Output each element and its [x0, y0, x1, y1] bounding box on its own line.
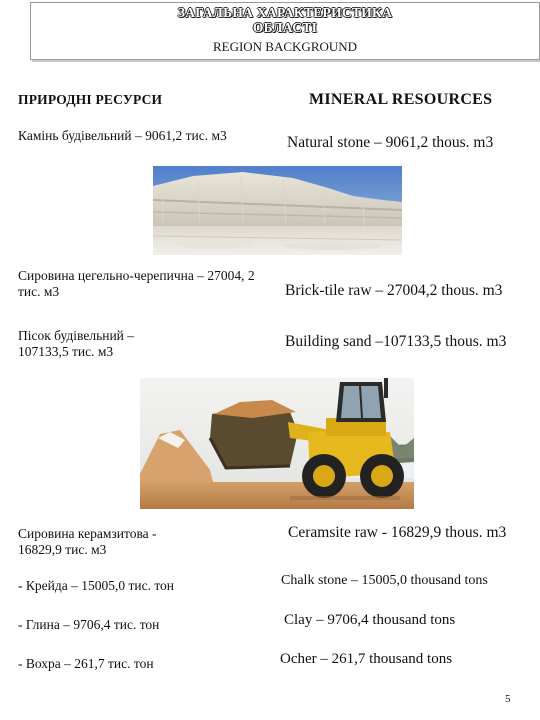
- section-heading-uk: ПРИРОДНІ РЕСУРСИ: [18, 92, 163, 107]
- page-number: 5: [505, 693, 511, 705]
- header-title-en: REGION BACKGROUND: [212, 39, 358, 54]
- ochre-en: Ocher – 261,7 thousand tons: [280, 651, 453, 667]
- quarry-photo: [153, 166, 402, 255]
- ceramsite-uk: Сировина керамзитова - 16829,9 тис. м3: [18, 526, 157, 557]
- stone-uk: Камінь будівельний – 9061,2 тис. м3: [18, 128, 227, 143]
- section-heading-en: MINERAL RESOURCES: [309, 91, 493, 108]
- ochre-uk: - Вохра – 261,7 тис. тон: [18, 656, 154, 671]
- stone-en: Natural stone – 9061,2 thous. m3: [287, 134, 494, 151]
- chalk-uk: - Крейда – 15005,0 тис. тон: [18, 578, 175, 593]
- header-title-uk: ЗАГАЛЬНА ХАРАКТЕРИСТИКА ОБЛАСТІ: [177, 5, 393, 35]
- header-box: [30, 2, 540, 60]
- brick-en: Brick-tile raw – 27004,2 thous. m3: [285, 282, 503, 299]
- clay-en: Clay – 9706,4 thousand tons: [284, 612, 456, 628]
- chalk-en: Chalk stone – 15005,0 thousand tons: [281, 573, 488, 588]
- clay-uk: - Глина – 9706,4 тис. тон: [18, 617, 160, 632]
- loader-photo: [140, 378, 414, 509]
- brick-uk: Сировина цегельно-черепична – 27004, 2 тис. м3: [18, 268, 255, 299]
- sand-en: Building sand –107133,5 thous. m3: [285, 333, 507, 350]
- ceramsite-en: Ceramsite raw - 16829,9 thous. m3: [288, 524, 507, 541]
- sand-uk: Пісок будівельний – 107133,5 тис. м3: [18, 328, 135, 359]
